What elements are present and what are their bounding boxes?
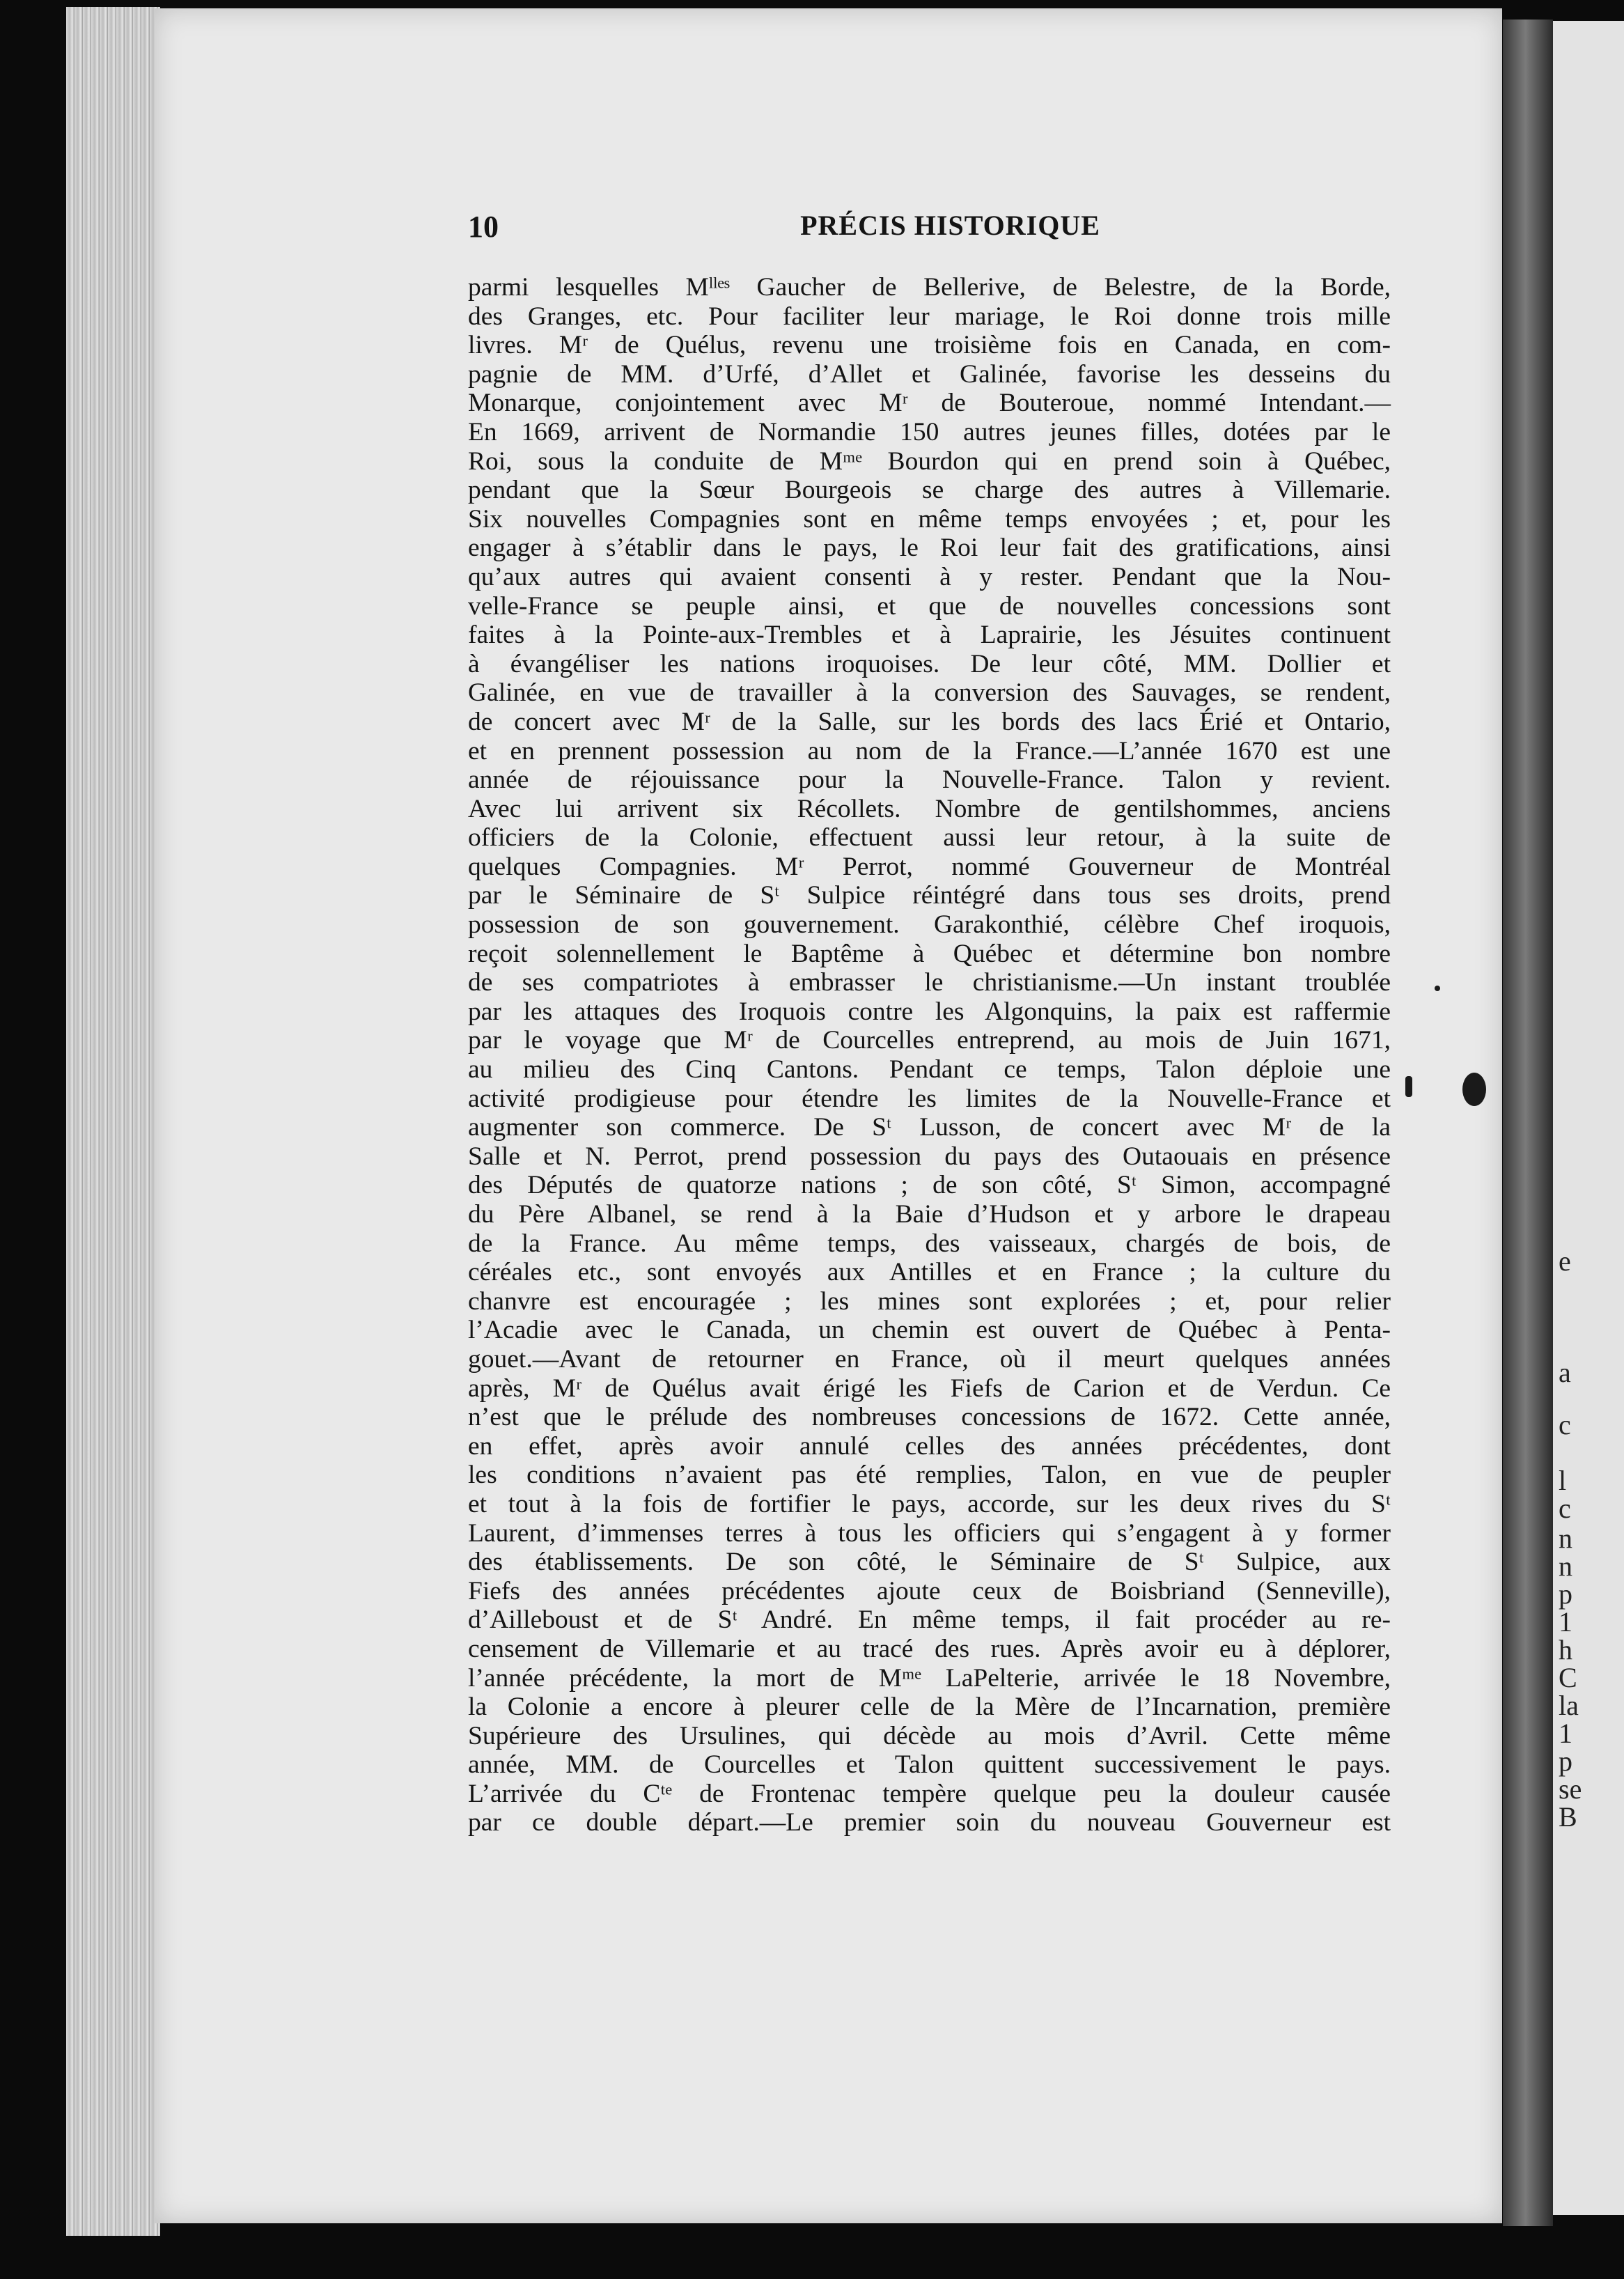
page-number: 10 <box>468 210 499 244</box>
facing-page-edge <box>1553 21 1624 2215</box>
text-line: céréales etc., sont envoyés aux Antilles et en France ; la culture du <box>468 1258 1391 1287</box>
ink-speck <box>1435 986 1440 991</box>
facing-page-fragment: n <box>1559 1523 1572 1554</box>
text-line: quelques Compagnies. Mʳ Perrot, nommé Gouverneur de Montréal <box>468 852 1391 881</box>
text-line: les conditions n’avaient pas été remplies, Talon, en vue de peupler <box>468 1461 1391 1490</box>
text-line: pagnie de MM. d’Urfé, d’Allet et Galinée, favorise les desseins du <box>468 359 1391 389</box>
facing-page-fragment: 1 <box>1559 1606 1572 1638</box>
text-line: possession de son gouvernement. Garakonthié, célèbre Chef iroquois, <box>468 910 1391 940</box>
book-page-edges <box>66 7 160 2236</box>
text-line: par ce double départ.—Le premier soin du nouveau Gouverneur est <box>468 1808 1391 1837</box>
text-line: l’année précédente, la mort de Mᵐᵉ LaPelterie, arrivée le 18 Novembre, <box>468 1663 1391 1693</box>
text-line: officiers de la Colonie, effectuent aussi leur retour, à la suite de <box>468 823 1391 853</box>
running-head <box>468 209 1391 258</box>
facing-page-fragment: c <box>1559 1493 1571 1524</box>
page-title: PRÉCIS HISTORIQUE <box>800 210 1100 241</box>
text-line: activité prodigieuse pour étendre les limites de la Nouvelle-France et <box>468 1084 1391 1113</box>
text-line: Monarque, conjointement avec Mʳ de Bouteroue, nommé Intendant.— <box>468 389 1391 418</box>
text-line: chanvre est encouragée ; les mines sont explorées ; et, pour relier <box>468 1286 1391 1316</box>
text-line: d’Ailleboust et de Sᵗ André. En même temps, il fait procéder au re- <box>468 1605 1391 1635</box>
text-line: Laurent, d’immenses terres à tous les officiers qui s’engagent à y former <box>468 1518 1391 1548</box>
text-line: année de réjouissance pour la Nouvelle-France. Talon y revient. <box>468 765 1391 795</box>
facing-page-fragment: a <box>1559 1357 1571 1388</box>
text-line: après, Mʳ de Quélus avait érigé les Fiefs de Carion et de Verdun. Ce <box>468 1374 1391 1403</box>
facing-page-fragment: se <box>1559 1773 1582 1805</box>
facing-page-fragment: c <box>1559 1409 1571 1440</box>
text-line: du Père Albanel, se rend à la Baie d’Hudson et y arbore le drapeau <box>468 1200 1391 1229</box>
text-line: Avec lui arrivent six Récollets. Nombre de gentilshommes, anciens <box>468 794 1391 823</box>
text-line: l’Acadie avec le Canada, un chemin est ouvert de Québec à Penta- <box>468 1316 1391 1345</box>
facing-page-fragment: n <box>1559 1550 1572 1582</box>
page-content <box>468 209 1391 1837</box>
text-line: qu’aux autres qui avaient consenti à y rester. Pendant que la Nou- <box>468 562 1391 591</box>
text-line: n’est que le prélude des nombreuses concessions de 1672. Cette année, <box>468 1403 1391 1432</box>
text-line: des Granges, etc. Pour faciliter leur mariage, le Roi donne trois mille <box>468 302 1391 331</box>
text-line: reçoit solennellement le Baptême à Québec et détermine bon nombre <box>468 939 1391 968</box>
text-line: par les attaques des Iroquois contre les Algonquins, la paix est raffermie <box>468 997 1391 1026</box>
text-line: au milieu des Cinq Cantons. Pendant ce temps, Talon déploie une <box>468 1055 1391 1084</box>
body-text <box>468 273 1391 1837</box>
facing-page-fragment: p <box>1559 1745 1572 1777</box>
text-line: augmenter son commerce. De Sᵗ Lusson, de concert avec Mʳ de la <box>468 1113 1391 1142</box>
book-gutter <box>1503 20 1553 2226</box>
text-line: Supérieure des Ursulines, qui décède au mois d’Avril. Cette même <box>468 1721 1391 1750</box>
text-line: pendant que la Sœur Bourgeois se charge des autres à Villemarie. <box>468 476 1391 505</box>
text-line: des Députés de quatorze nations ; de son côté, Sᵗ Simon, accompagné <box>468 1171 1391 1200</box>
facing-page-fragment: 1 <box>1559 1718 1572 1749</box>
text-line: de concert avec Mʳ de la Salle, sur les bords des lacs Érié et Ontario, <box>468 707 1391 736</box>
text-line: en effet, après avoir annulé celles des années précédentes, dont <box>468 1431 1391 1461</box>
facing-page-fragment: C <box>1559 1662 1577 1693</box>
ink-blot <box>1462 1073 1486 1106</box>
facing-page-fragment: l <box>1559 1465 1567 1496</box>
text-line: et tout à la fois de fortifier le pays, accorde, sur les deux rives du Sᵗ <box>468 1489 1391 1518</box>
text-line: et en prennent possession au nom de la France.—L’année 1670 est une <box>468 736 1391 765</box>
text-line: de ses compatriotes à embrasser le christianisme.—Un instant troublée <box>468 968 1391 997</box>
text-line: livres. Mʳ de Quélus, revenu une troisième fois en Canada, en com- <box>468 331 1391 360</box>
text-line: En 1669, arrivent de Normandie 150 autres jeunes filles, dotées par le <box>468 417 1391 446</box>
facing-page-fragment: h <box>1559 1634 1572 1665</box>
text-line: faites à la Pointe-aux-Trembles et à Laprairie, les Jésuites continuent <box>468 621 1391 650</box>
text-line: Six nouvelles Compagnies sont en même temps envoyées ; et, pour les <box>468 504 1391 534</box>
text-line: de la France. Au même temps, des vaisseaux, chargés de bois, de <box>468 1229 1391 1258</box>
facing-page-fragment: B <box>1559 1801 1577 1833</box>
text-line: année, MM. de Courcelles et Talon quittent successivement le pays. <box>468 1750 1391 1780</box>
text-line: engager à s’établir dans le pays, le Roi leur fait des gratifications, ainsi <box>468 534 1391 563</box>
text-line: par le voyage que Mʳ de Courcelles entreprend, au mois de Juin 1671, <box>468 1026 1391 1055</box>
facing-page-fragment: e <box>1559 1245 1571 1277</box>
facing-page-fragment: la <box>1559 1690 1579 1721</box>
facing-page-fragment: p <box>1559 1578 1572 1610</box>
text-line: censement de Villemarie et au tracé des rues. Après avoir eu à déplorer, <box>468 1634 1391 1663</box>
text-line: Salle et N. Perrot, prend possession du pays des Outaouais en présence <box>468 1142 1391 1171</box>
text-line: velle-France se peuple ainsi, et que de nouvelles concessions sont <box>468 591 1391 621</box>
text-line: L’arrivée du Cᵗᵉ de Frontenac tempère quelque peu la douleur causée <box>468 1779 1391 1808</box>
text-line: à évangéliser les nations iroquoises. De leur côté, MM. Dollier et <box>468 649 1391 678</box>
text-line: la Colonie a encore à pleurer celle de la Mère de l’Incarnation, première <box>468 1693 1391 1722</box>
text-line: Fiefs des années précédentes ajoute ceux de Boisbriand (Senneville), <box>468 1576 1391 1605</box>
text-line: parmi lesquelles Mˡˡᵉˢ Gaucher de Bellerive, de Belestre, de la Borde, <box>468 273 1391 302</box>
ink-mark <box>1405 1076 1412 1097</box>
text-line: gouet.—Avant de retourner en France, où il meurt quelques années <box>468 1344 1391 1374</box>
text-line: des établissements. De son côté, le Séminaire de Sᵗ Sulpice, aux <box>468 1548 1391 1577</box>
text-line: Galinée, en vue de travailler à la conversion des Sauvages, se rendent, <box>468 678 1391 708</box>
text-line: par le Séminaire de Sᵗ Sulpice réintégré dans tous ses droits, prend <box>468 881 1391 910</box>
text-line: Roi, sous la conduite de Mᵐᵉ Bourdon qui en prend soin à Québec, <box>468 446 1391 476</box>
